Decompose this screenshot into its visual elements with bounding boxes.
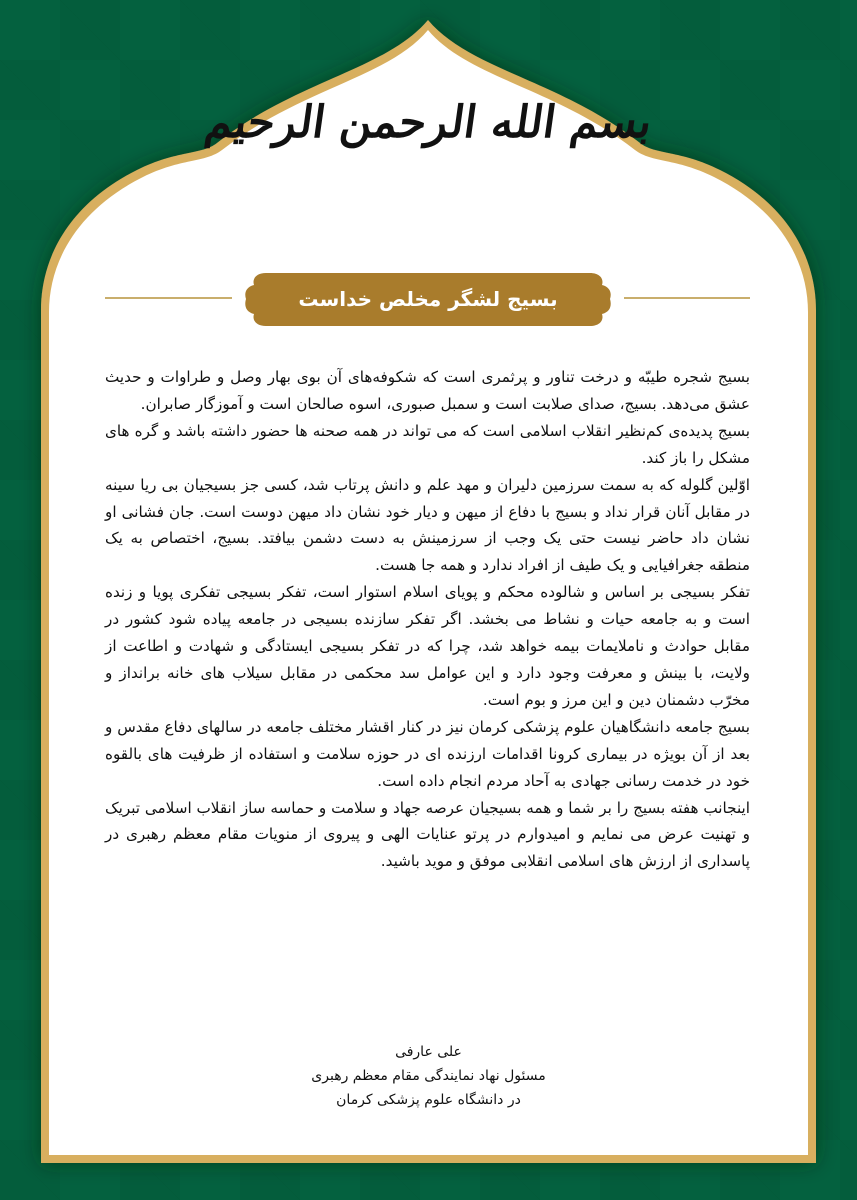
paragraph: اوّلین گلوله که به سمت سرزمین دلیران و مهد علم و دانش پرتاب شد، کسی جز بسیجیان بی ریا سینه در مقابل آنان قرار نداد و بسیج با دفاع از میهن و دیار خود نشان داد میهن دوست است. جان فشانی او نشان داد حاضر نیست حتی یک وجب از سرزمینش به دست دشمن بیافتد. بسیج، اختصاص به یک منطقه جغرافیایی و یک طیف از افراد ندارد و همه جا هست. [105, 475, 750, 575]
signature-block [0, 1040, 857, 1112]
paragraph: بسیج پدیده‌ی کم‌نظیر انقلاب اسلامی است که می تواند در همه صحنه ها حضور داشته باشد و گره های مشکل را باز کند. [105, 421, 750, 467]
title-decor-line-left [105, 297, 232, 299]
signer-name: علی عارفی [395, 1044, 462, 1060]
signer-position: مسئول نهاد نمایندگی مقام معظم رهبری [311, 1068, 546, 1084]
page-title: بسیج لشگر مخلص خداست [298, 287, 558, 311]
paragraph: بسیج جامعه دانشگاهیان علوم پزشکی کرمان نیز در کنار اقشار مختلف جامعه در سالهای دفاع مقدس و بعد از آن بویژه در بیماری کرونا اقدامات ارزنده ای در حوزه سلامت و استفاده از ظرفیت های بالقوه خود در خدمت رسانی جهادی به آحاد مردم انجام داده است. [105, 717, 750, 790]
basmala-calligraphy: بسم الله الرحمن الرحیم [201, 97, 656, 148]
paragraph: اینجانب هفته بسیج را بر شما و همه بسیجیان عرصه جهاد و سلامت و حماسه ساز انقلاب اسلامی تبریک و تهنیت عرض می نمایم و امیدوارم در پرتو عنایات الهی و پیروی از منویات مقام معظم رهبری در پاسداری از ارزش های اسلامی انقلابی موفق و موید باشید. [105, 798, 750, 871]
paragraph: بسیج شجره طیبّه و درخت تناور و پرثمری است که شکوفه‌های آن بوی بهار وصل و طراوات و حدیث عشق می‌دهد. بسیج، صدای صلابت است و سمبل صبوری، اسوه صالحان است و آموزگار صابران. [105, 368, 750, 413]
paragraph: تفکر بسیجی بر اساس و شالوده محکم و پویای اسلام استوار است، تفکر بسیجی تفکری پویا و زنده است و به جامعه حیات و نشاط می بخشد. اگر تفکر سازنده بسیجی در جامعه پیاده شود کشور در مقابل حوادث و ناملایمات بیمه خواهد شد، چرا که در تفکر بسیجی ایستادگی و شهادت و اطاعت از ولایت، با بینش و معرفت وجود دارد و این عوامل سد محکمی در مقابل سیلاب های خانه برانداز و مخرّب دشمنان دین و این مرز و بوم است. [105, 583, 750, 709]
signer-organization: در دانشگاه علوم پزشکی کرمان [336, 1092, 521, 1108]
letter-body [105, 364, 750, 875]
title-decor-line-right [624, 297, 750, 299]
title-banner [244, 273, 612, 326]
